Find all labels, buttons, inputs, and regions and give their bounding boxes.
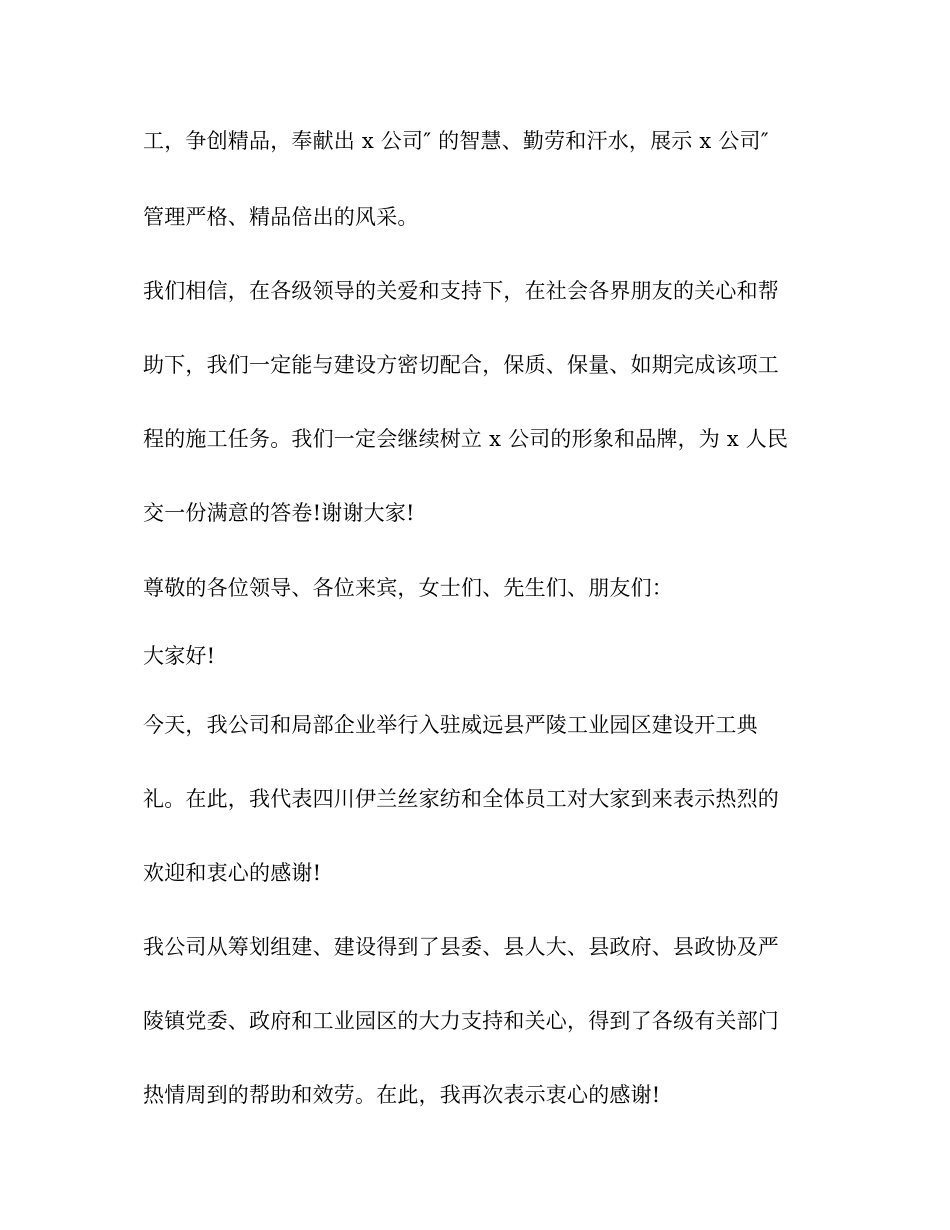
text-line: 我公司从筹划组建、建设得到了县委、县人大、县政府、县政协及严 — [143, 935, 779, 959]
text-line: 交一份满意的答卷!谢谢大家! — [143, 501, 415, 525]
text-line: 礼。在此，我代表四川伊兰丝家纺和全体员工对大家到来表示热烈的 — [143, 787, 779, 811]
text-line: 助下，我们一定能与建设方密切配合，保质、保量、如期完成该项工 — [143, 353, 779, 377]
text-line: 工，争创精品，奉献出 x 公司″ 的智慧、勤劳和汗水，展示 x 公司″ — [143, 129, 769, 153]
text-line: 管理严格、精品倍出的风采。 — [143, 205, 419, 229]
text-line: 大家好! — [143, 644, 216, 668]
text-line: 欢迎和衷心的感谢! — [143, 861, 322, 885]
text-line: 尊敬的各位领导、各位来宾，女士们、先生们、朋友们： — [143, 576, 673, 600]
text-line: 热情周到的帮助和效劳。在此，我再次表示衷心的感谢! — [143, 1083, 661, 1107]
text-line: 程的施工任务。我们一定会继续树立 x 公司的形象和品牌，为 x 人民 — [143, 427, 789, 451]
text-line: 陵镇党委、政府和工业园区的大力支持和关心，得到了各级有关部门 — [143, 1009, 779, 1033]
text-line: 今天，我公司和局部企业举行入驻威远县严陵工业园区建设开工典 — [143, 713, 758, 737]
text-line: 我们相信，在各级领导的关爱和支持下，在社会各界朋友的关心和帮 — [143, 279, 779, 303]
